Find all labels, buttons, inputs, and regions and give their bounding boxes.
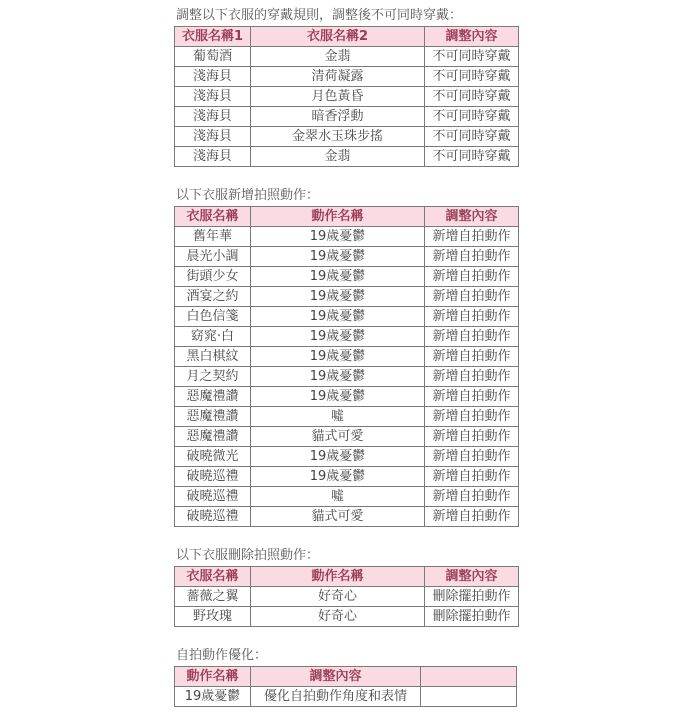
- table-row: [175, 327, 519, 347]
- table-cell: 新增自拍動作: [425, 487, 519, 507]
- table-cell: 白色信箋: [175, 307, 251, 327]
- table-cell: 19歲憂鬱: [251, 267, 425, 287]
- table-row: [175, 267, 519, 287]
- table-cell: 新增自拍動作: [425, 287, 519, 307]
- table-cell: 舊年華: [175, 227, 251, 247]
- table-cell: 19歲憂鬱: [251, 347, 425, 367]
- table-header-row: [175, 207, 519, 227]
- table-row: [175, 407, 519, 427]
- table-cell: 街頭少女: [175, 267, 251, 287]
- section-caption: 以下衣服新增拍照動作：: [176, 188, 320, 203]
- table-cell: 金翡: [251, 147, 425, 167]
- table-cell: 好奇心: [251, 607, 425, 627]
- table-cell: 淺海貝: [175, 87, 251, 107]
- table-cell: 新增自拍動作: [425, 367, 519, 387]
- table-cell: 19歲憂鬱: [251, 287, 425, 307]
- table-cell: 破曉巡禮: [175, 507, 251, 527]
- column-header: 動作名稱: [251, 567, 425, 587]
- table-row: [175, 427, 519, 447]
- table-cell: 刪除擺拍動作: [425, 607, 519, 627]
- column-header: 衣服名稱: [175, 207, 251, 227]
- table-cell: 新增自拍動作: [425, 507, 519, 527]
- table-cell: 19歲憂鬱: [251, 387, 425, 407]
- table-cell: 刪除擺拍動作: [425, 587, 519, 607]
- table-row: [175, 67, 519, 87]
- table-cell: 破曉微光: [175, 447, 251, 467]
- table-cell: 晨光小調: [175, 247, 251, 267]
- table-cell: 新增自拍動作: [425, 387, 519, 407]
- table-cell: 19歲憂鬱: [251, 467, 425, 487]
- table-row: [175, 387, 519, 407]
- table-cell: 19歲憂鬱: [175, 687, 251, 707]
- table-cell: 19歲憂鬱: [251, 247, 425, 267]
- table-cell: 19歲憂鬱: [251, 367, 425, 387]
- table-cell: 惡魔禮讚: [175, 407, 251, 427]
- wear-rules-table: [174, 26, 519, 167]
- table-cell: 好奇心: [251, 587, 425, 607]
- section-caption: 調整以下衣服的穿戴規則，調整後不可同時穿戴：: [176, 8, 463, 23]
- table-cell: 不可同時穿戴: [425, 107, 519, 127]
- table-cell: 不可同時穿戴: [425, 67, 519, 87]
- table-cell: 優化自拍動作角度和表情: [251, 687, 421, 707]
- table-cell: 不可同時穿戴: [425, 87, 519, 107]
- table-row: [175, 127, 519, 147]
- table-cell: 19歲憂鬱: [251, 447, 425, 467]
- table-cell: 新增自拍動作: [425, 267, 519, 287]
- table-cell: 不可同時穿戴: [425, 127, 519, 147]
- table-cell: 貓式可愛: [251, 427, 425, 447]
- table-cell: 薔薇之翼: [175, 587, 251, 607]
- table-cell: 新增自拍動作: [425, 467, 519, 487]
- table-cell: 野玫瑰: [175, 607, 251, 627]
- table-cell: 月之契約: [175, 367, 251, 387]
- table-cell: 淺海貝: [175, 127, 251, 147]
- table-cell: 窈窕·白: [175, 327, 251, 347]
- column-header: 調整內容: [425, 27, 519, 47]
- table-cell: 葡萄酒: [175, 47, 251, 67]
- section-add-photo-actions: [174, 188, 519, 527]
- column-header: 調整內容: [425, 567, 519, 587]
- table-row: [175, 507, 519, 527]
- table-cell: 金翡: [251, 47, 425, 67]
- table-header-row: [175, 667, 517, 687]
- table-cell: 黑白棋紋: [175, 347, 251, 367]
- add-photo-actions-table: [174, 206, 519, 527]
- table-cell: 19歲憂鬱: [251, 227, 425, 247]
- section-caption: 以下衣服刪除拍照動作：: [176, 548, 320, 563]
- table-cell: 金翠水玉珠步搖: [251, 127, 425, 147]
- table-cell: 惡魔禮讚: [175, 427, 251, 447]
- column-header: 動作名稱: [175, 667, 251, 687]
- table-cell: 新增自拍動作: [425, 427, 519, 447]
- table-cell: 破曉巡禮: [175, 487, 251, 507]
- table-row: [175, 247, 519, 267]
- table-cell: 噓: [251, 407, 425, 427]
- table-cell: 淺海貝: [175, 107, 251, 127]
- table-row: [175, 307, 519, 327]
- table-cell: 淺海貝: [175, 67, 251, 87]
- table-row: [175, 287, 519, 307]
- table-cell: 噓: [251, 487, 425, 507]
- column-header: 衣服名稱1: [175, 27, 251, 47]
- table-cell: 19歲憂鬱: [251, 327, 425, 347]
- section-wear-rules: [174, 8, 519, 167]
- table-cell: 惡魔禮讚: [175, 387, 251, 407]
- section-caption: 自拍動作優化：: [176, 648, 268, 663]
- table-cell: 淺海貝: [175, 147, 251, 167]
- table-cell: 新增自拍動作: [425, 447, 519, 467]
- table-row: [175, 367, 519, 387]
- column-header-empty: [421, 667, 517, 687]
- table-cell: 月色黃昏: [251, 87, 425, 107]
- table-header-row: [175, 567, 519, 587]
- column-header: 衣服名稱2: [251, 27, 425, 47]
- table-cell: 新增自拍動作: [425, 307, 519, 327]
- table-row: [175, 487, 519, 507]
- table-row: [175, 467, 519, 487]
- table-row: [175, 447, 519, 467]
- table-cell: 貓式可愛: [251, 507, 425, 527]
- remove-photo-actions-table: [174, 566, 519, 627]
- column-header: 衣服名稱: [175, 567, 251, 587]
- table-cell: 19歲憂鬱: [251, 307, 425, 327]
- table-cell: 新增自拍動作: [425, 227, 519, 247]
- table-cell: [421, 687, 517, 707]
- table-cell: 酒宴之約: [175, 287, 251, 307]
- section-selfie-optimization: [174, 648, 517, 707]
- table-cell: 新增自拍動作: [425, 247, 519, 267]
- table-cell: 暗香浮動: [251, 107, 425, 127]
- table-cell: 不可同時穿戴: [425, 47, 519, 67]
- table-row: [175, 687, 517, 707]
- table-cell: 新增自拍動作: [425, 407, 519, 427]
- selfie-optimization-table: [174, 666, 517, 707]
- table-row: [175, 87, 519, 107]
- column-header: 動作名稱: [251, 207, 425, 227]
- table-row: [175, 147, 519, 167]
- table-cell: 不可同時穿戴: [425, 147, 519, 167]
- table-cell: 新增自拍動作: [425, 327, 519, 347]
- table-row: [175, 47, 519, 67]
- table-header-row: [175, 27, 519, 47]
- column-header: 調整內容: [425, 207, 519, 227]
- table-row: [175, 227, 519, 247]
- table-cell: 破曉巡禮: [175, 467, 251, 487]
- table-row: [175, 587, 519, 607]
- table-row: [175, 347, 519, 367]
- table-cell: 新增自拍動作: [425, 347, 519, 367]
- column-header: 調整內容: [251, 667, 421, 687]
- section-remove-photo-actions: [174, 548, 519, 627]
- table-row: [175, 107, 519, 127]
- table-cell: 清荷凝露: [251, 67, 425, 87]
- table-row: [175, 607, 519, 627]
